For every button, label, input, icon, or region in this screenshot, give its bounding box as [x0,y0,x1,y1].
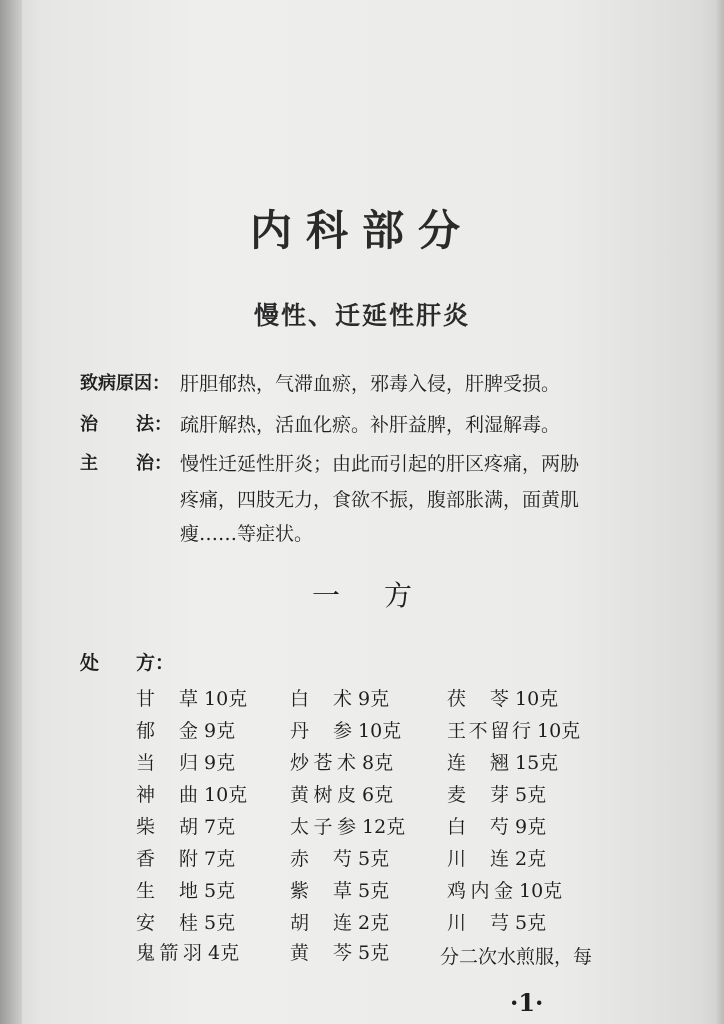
herb-item [136,719,235,743]
herb-dose: 5克 [515,784,547,806]
herb-name: 赤芍 [290,848,352,870]
field-label-end: 法： [136,414,172,435]
herb-name: 胡连 [290,912,352,934]
page-number: ·1· [510,988,544,1017]
herb-name: 茯苓 [447,688,509,710]
section-heading: 一方 [311,579,456,612]
herb-dose: 5克 [358,848,390,870]
herb-item [447,911,546,935]
herb-name: 连翘 [447,752,509,774]
herb-item [447,847,546,871]
herb-item [447,751,558,775]
herb-name: 黄芩 [290,942,352,964]
herb-item [447,719,580,743]
herb-item [136,751,235,775]
field-text: 肝胆郁热，气滞血瘀，邪毒入侵，肝脾受损。 [180,373,561,395]
prescription-label-start: 处 [80,652,100,674]
herb-item [290,879,389,903]
herb-dose: 9克 [358,688,390,710]
herb-item [290,719,401,743]
field-text: 疏肝解热，活血化瘀。补肝益脾，利湿解毒。 [180,414,561,436]
field-label-text: 致病原因 [80,373,152,394]
herb-name: 白术 [290,688,352,710]
herb-name: 丹参 [290,720,352,742]
herb-dose: 7克 [204,816,236,838]
herb-item [290,783,393,807]
herb-name: 炒苍术 [290,752,356,774]
herb-item [447,687,558,711]
field-cause [0,372,724,402]
field-method [0,413,724,443]
herb-dose: 8克 [362,752,394,774]
herb-item [447,815,546,839]
herb-dose: 10克 [204,688,248,710]
herb-name: 鬼箭羽 [136,942,202,964]
herb-dose: 5克 [204,912,236,934]
herb-dose: 10克 [358,720,402,742]
herb-name: 柴胡 [136,816,198,838]
herb-dose: 9克 [515,816,547,838]
field-text-line: 瘦……等症状。 [180,523,314,545]
herb-item [136,815,235,839]
field-label-end: 治： [136,453,172,474]
field-text-line: 慢性迁延性肝炎；由此而引起的肝区疼痛，两胁 [180,453,580,475]
herb-dose: 9克 [204,752,236,774]
herb-name: 香附 [136,848,198,870]
herb-name: 紫草 [290,880,352,902]
herb-dose: 10克 [537,720,581,742]
herb-item [136,879,235,903]
herb-item [447,783,546,807]
page-title: 内科部分 [249,206,474,255]
herb-name: 甘草 [136,688,198,710]
herb-name: 黄树皮 [290,784,356,806]
herb-name: 神曲 [136,784,198,806]
field-label [80,372,170,396]
herb-item [290,941,389,965]
herb-name: 王不留行 [447,720,531,742]
herb-dose: 5克 [515,912,547,934]
field-label-start: 治 [80,414,98,435]
herb-dose: 10克 [519,880,563,902]
herb-name: 川芎 [447,912,509,934]
herb-dose: 5克 [204,880,236,902]
section-subtitle: 慢性、迁延性肝炎 [253,301,470,330]
herb-item [290,687,389,711]
field-label-start: 主 [80,453,98,474]
herb-item [290,847,389,871]
herb-dose: 12克 [362,816,406,838]
herb-name: 太子参 [290,816,356,838]
herb-item [136,783,247,807]
herb-item [447,879,562,903]
herb-item [136,847,235,871]
dosage-instruction: 分二次水煎服，每 [440,946,593,968]
herb-name: 当归 [136,752,198,774]
herb-name: 生地 [136,880,198,902]
herb-item [136,941,239,965]
herb-item [290,911,389,935]
herb-dose: 9克 [204,720,236,742]
herb-name: 川连 [447,848,509,870]
herb-dose: 10克 [204,784,248,806]
herb-item [290,815,405,839]
herb-dose: 5克 [358,880,390,902]
field-separator: ： [152,373,170,394]
herb-name: 鸡内金 [447,880,513,902]
herb-name: 郁金 [136,720,198,742]
herb-name: 麦芽 [447,784,509,806]
field-text-line: 疼痛，四肢无力，食欲不振，腹部胀满，面黄肌 [180,489,580,511]
herb-dose: 15克 [515,752,559,774]
herb-item [290,751,393,775]
herb-dose: 2克 [515,848,547,870]
herb-dose: 4克 [208,942,240,964]
herb-item [136,911,235,935]
field-indication [0,452,724,552]
prescription-label-end: 方： [136,652,175,674]
herb-dose: 10克 [515,688,559,710]
herb-dose: 2克 [358,912,390,934]
herb-name: 白芍 [447,816,509,838]
herb-item [136,687,247,711]
herb-dose: 5克 [358,942,390,964]
herb-dose: 7克 [204,848,236,870]
herb-dose: 6克 [362,784,394,806]
herb-name: 安桂 [136,912,198,934]
